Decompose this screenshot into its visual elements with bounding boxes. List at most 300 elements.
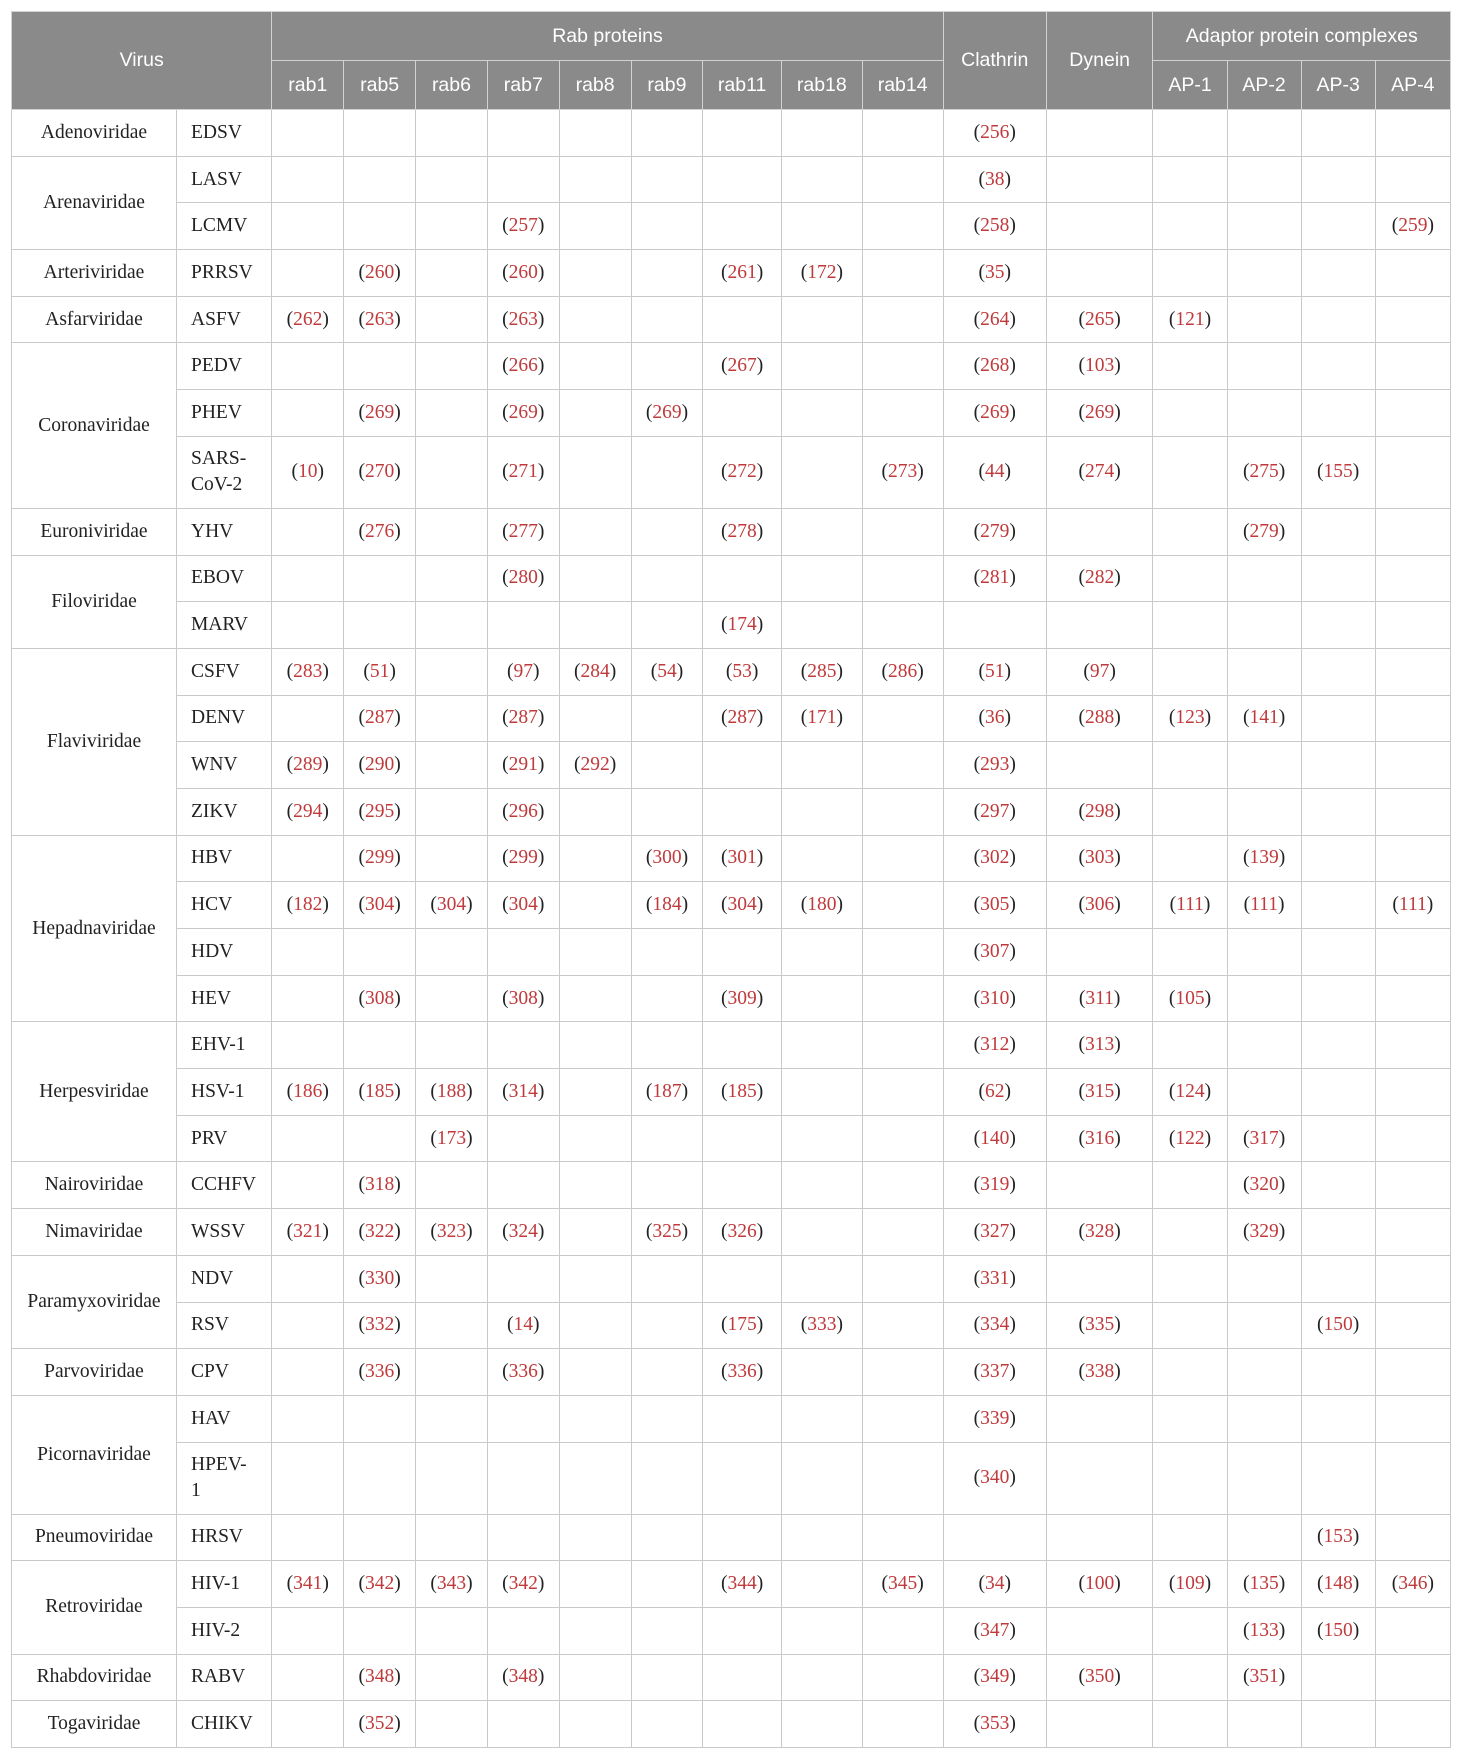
reference-number[interactable]: 38 bbox=[984, 168, 1005, 190]
reference-number[interactable]: 256 bbox=[980, 121, 1010, 143]
reference-number[interactable]: 182 bbox=[293, 894, 323, 916]
reference-number[interactable]: 36 bbox=[984, 707, 1005, 729]
reference-number[interactable]: 263 bbox=[508, 308, 538, 330]
reference-number[interactable]: 294 bbox=[293, 800, 323, 822]
reference-cell bbox=[631, 343, 703, 390]
reference-cell bbox=[1227, 1115, 1301, 1162]
reference-number[interactable]: 342 bbox=[365, 1573, 395, 1595]
reference-number[interactable]: 141 bbox=[1249, 707, 1279, 729]
reference-number[interactable]: 313 bbox=[1085, 1034, 1115, 1056]
reference-number[interactable]: 260 bbox=[508, 261, 538, 283]
open-paren: ( bbox=[358, 847, 365, 869]
reference-number[interactable]: 269 bbox=[652, 401, 682, 423]
reference-number[interactable]: 284 bbox=[580, 660, 610, 682]
reference-number[interactable]: 287 bbox=[365, 707, 395, 729]
reference-number[interactable]: 348 bbox=[508, 1666, 538, 1688]
reference-cell bbox=[781, 1349, 862, 1396]
virus-cell: HRSV bbox=[176, 1514, 271, 1561]
reference-cell bbox=[631, 1607, 703, 1654]
family-cell: Adenoviridae bbox=[12, 110, 177, 157]
reference-number[interactable]: 347 bbox=[980, 1619, 1010, 1641]
reference-number[interactable]: 336 bbox=[508, 1361, 538, 1383]
reference-number[interactable]: 353 bbox=[980, 1713, 1010, 1735]
close-paren: ) bbox=[1114, 308, 1121, 330]
table-row bbox=[12, 110, 1451, 157]
open-paren: ( bbox=[1242, 847, 1250, 869]
reference-number[interactable]: 328 bbox=[1085, 1220, 1115, 1242]
reference-cell bbox=[781, 296, 862, 343]
reference-number[interactable]: 268 bbox=[980, 355, 1010, 377]
reference-number[interactable]: 62 bbox=[984, 1080, 1005, 1102]
reference-number[interactable]: 281 bbox=[980, 567, 1010, 589]
reference-number[interactable]: 287 bbox=[727, 707, 757, 729]
reference-number[interactable]: 336 bbox=[365, 1361, 395, 1383]
reference-cell bbox=[943, 1022, 1046, 1069]
reference-cell bbox=[416, 390, 488, 437]
reference-number[interactable]: 309 bbox=[727, 987, 757, 1009]
reference-number[interactable]: 280 bbox=[508, 567, 538, 589]
reference-cell bbox=[631, 1349, 703, 1396]
close-paren: ) bbox=[1009, 1407, 1016, 1429]
reference-number[interactable]: 308 bbox=[365, 987, 395, 1009]
reference-number[interactable]: 337 bbox=[980, 1361, 1010, 1383]
reference-number[interactable]: 273 bbox=[888, 461, 918, 483]
reference-number[interactable]: 34 bbox=[984, 1573, 1005, 1595]
close-paren: ) bbox=[466, 1080, 473, 1102]
reference-cell bbox=[487, 602, 559, 649]
reference-number[interactable]: 139 bbox=[1249, 847, 1279, 869]
reference-number[interactable]: 292 bbox=[580, 754, 610, 776]
reference-number[interactable]: 332 bbox=[365, 1314, 395, 1336]
reference-number[interactable]: 109 bbox=[1175, 1573, 1205, 1595]
close-paren: ) bbox=[1352, 1573, 1360, 1595]
reference-number[interactable]: 259 bbox=[1398, 215, 1428, 237]
reference-cell bbox=[1153, 250, 1227, 297]
reference-number[interactable]: 318 bbox=[365, 1174, 395, 1196]
reference-number[interactable]: 301 bbox=[727, 847, 757, 869]
reference-number[interactable]: 267 bbox=[727, 355, 757, 377]
table-row bbox=[12, 436, 1451, 508]
reference-number[interactable]: 331 bbox=[980, 1267, 1010, 1289]
reference-number[interactable]: 299 bbox=[508, 847, 538, 869]
reference-cell bbox=[1301, 555, 1375, 602]
open-paren: ( bbox=[286, 894, 294, 916]
reference-cell bbox=[1375, 882, 1450, 929]
reference-number[interactable]: 105 bbox=[1175, 987, 1205, 1009]
virus-cell: RABV bbox=[176, 1654, 271, 1701]
reference-number[interactable]: 184 bbox=[652, 894, 682, 916]
reference-cell bbox=[1375, 203, 1450, 250]
reference-number[interactable]: 333 bbox=[807, 1314, 837, 1336]
close-paren: ) bbox=[917, 1573, 924, 1595]
close-paren: ) bbox=[1009, 754, 1016, 776]
open-paren: ( bbox=[1317, 1573, 1324, 1595]
reference-number[interactable]: 111 bbox=[1398, 894, 1427, 916]
close-paren: ) bbox=[681, 847, 689, 869]
reference-cell bbox=[1227, 1442, 1301, 1514]
reference-number[interactable]: 346 bbox=[1398, 1573, 1428, 1595]
reference-cell bbox=[1301, 835, 1375, 882]
reference-number[interactable]: 262 bbox=[293, 308, 323, 330]
open-paren: ( bbox=[430, 1127, 437, 1149]
reference-cell bbox=[416, 250, 488, 297]
reference-cell bbox=[1153, 343, 1227, 390]
close-paren: ) bbox=[1114, 1220, 1121, 1242]
close-paren: ) bbox=[1009, 1619, 1016, 1641]
reference-cell bbox=[1375, 1069, 1450, 1116]
reference-number[interactable]: 10 bbox=[298, 461, 318, 483]
reference-number[interactable]: 311 bbox=[1085, 987, 1114, 1009]
reference-cell bbox=[1046, 555, 1153, 602]
reference-number[interactable]: 111 bbox=[1250, 894, 1278, 916]
reference-number[interactable]: 282 bbox=[1085, 567, 1115, 589]
reference-cell bbox=[1301, 1607, 1375, 1654]
reference-number[interactable]: 295 bbox=[365, 800, 395, 822]
reference-cell bbox=[272, 1442, 344, 1514]
reference-number[interactable]: 172 bbox=[807, 261, 837, 283]
close-paren: ) bbox=[1009, 401, 1016, 423]
reference-number[interactable]: 54 bbox=[657, 660, 677, 682]
open-paren: ( bbox=[502, 1361, 509, 1383]
open-paren: ( bbox=[502, 308, 509, 330]
reference-cell bbox=[781, 1255, 862, 1302]
reference-cell bbox=[1046, 1561, 1153, 1608]
reference-cell bbox=[487, 156, 559, 203]
reference-number[interactable]: 265 bbox=[1085, 308, 1115, 330]
reference-number[interactable]: 312 bbox=[980, 1034, 1010, 1056]
open-paren: ( bbox=[502, 520, 509, 542]
reference-cell bbox=[1227, 1209, 1301, 1256]
reference-number[interactable]: 150 bbox=[1323, 1619, 1353, 1641]
open-paren: ( bbox=[502, 1666, 509, 1688]
reference-number[interactable]: 269 bbox=[365, 401, 395, 423]
reference-number[interactable]: 306 bbox=[1085, 894, 1115, 916]
reference-cell bbox=[344, 508, 416, 555]
reference-number[interactable]: 297 bbox=[980, 800, 1010, 822]
open-paren: ( bbox=[973, 1407, 981, 1429]
reference-number[interactable]: 150 bbox=[1323, 1314, 1353, 1336]
reference-number[interactable]: 304 bbox=[727, 894, 757, 916]
reference-number[interactable]: 287 bbox=[508, 707, 538, 729]
reference-number[interactable]: 277 bbox=[508, 520, 538, 542]
reference-cell bbox=[1153, 296, 1227, 343]
reference-number[interactable]: 293 bbox=[980, 754, 1010, 776]
close-paren: ) bbox=[1009, 520, 1016, 542]
reference-number[interactable]: 44 bbox=[984, 461, 1005, 483]
reference-number[interactable]: 289 bbox=[293, 754, 323, 776]
reference-cell bbox=[1227, 555, 1301, 602]
reference-cell bbox=[631, 296, 703, 343]
table-row bbox=[12, 1349, 1451, 1396]
reference-cell bbox=[272, 1115, 344, 1162]
reference-number[interactable]: 288 bbox=[1085, 707, 1115, 729]
reference-number[interactable]: 348 bbox=[365, 1666, 395, 1688]
reference-number[interactable]: 286 bbox=[888, 660, 918, 682]
reference-number[interactable]: 174 bbox=[727, 614, 757, 636]
reference-number[interactable]: 329 bbox=[1249, 1220, 1279, 1242]
reference-number[interactable]: 334 bbox=[980, 1314, 1010, 1336]
close-paren: ) bbox=[1278, 1127, 1286, 1149]
reference-number[interactable]: 300 bbox=[652, 847, 682, 869]
reference-cell bbox=[631, 1069, 703, 1116]
reference-cell bbox=[703, 1115, 782, 1162]
reference-number[interactable]: 336 bbox=[727, 1361, 757, 1383]
reference-number[interactable]: 188 bbox=[436, 1080, 467, 1102]
close-paren: ) bbox=[756, 987, 764, 1009]
open-paren: ( bbox=[881, 461, 889, 483]
reference-cell bbox=[416, 695, 488, 742]
reference-number[interactable]: 276 bbox=[365, 520, 395, 542]
reference-number[interactable]: 304 bbox=[365, 894, 395, 916]
reference-number[interactable]: 148 bbox=[1323, 1573, 1353, 1595]
reference-number[interactable]: 155 bbox=[1323, 461, 1353, 483]
reference-number[interactable]: 349 bbox=[980, 1666, 1010, 1688]
reference-cell bbox=[862, 1022, 943, 1069]
open-paren: ( bbox=[358, 461, 365, 483]
reference-number[interactable]: 350 bbox=[1085, 1666, 1115, 1688]
reference-number[interactable]: 175 bbox=[727, 1314, 757, 1336]
reference-number[interactable]: 342 bbox=[508, 1573, 538, 1595]
close-paren: ) bbox=[1277, 894, 1285, 916]
reference-number[interactable]: 53 bbox=[732, 660, 752, 682]
reference-number[interactable]: 279 bbox=[1249, 520, 1279, 542]
reference-number[interactable]: 307 bbox=[980, 940, 1010, 962]
reference-number[interactable]: 310 bbox=[980, 987, 1010, 1009]
reference-number[interactable]: 323 bbox=[436, 1220, 467, 1242]
close-paren: ) bbox=[681, 1080, 689, 1102]
close-paren: ) bbox=[681, 1220, 689, 1242]
open-paren: ( bbox=[430, 1080, 437, 1102]
reference-cell bbox=[487, 1561, 559, 1608]
reference-number[interactable]: 340 bbox=[980, 1467, 1010, 1489]
reference-number[interactable]: 171 bbox=[807, 707, 837, 729]
reference-number[interactable]: 304 bbox=[436, 894, 467, 916]
open-paren: ( bbox=[973, 1267, 981, 1289]
reference-cell bbox=[781, 1209, 862, 1256]
close-paren: ) bbox=[1352, 1314, 1360, 1336]
reference-cell bbox=[1375, 742, 1450, 789]
close-paren: ) bbox=[1009, 1220, 1016, 1242]
reference-cell bbox=[344, 1561, 416, 1608]
reference-number[interactable]: 351 bbox=[1249, 1666, 1279, 1688]
table-row bbox=[12, 648, 1451, 695]
open-paren: ( bbox=[973, 1220, 981, 1242]
reference-cell bbox=[703, 436, 782, 508]
close-paren: ) bbox=[1009, 987, 1016, 1009]
reference-number[interactable]: 258 bbox=[980, 215, 1010, 237]
close-paren: ) bbox=[756, 520, 764, 542]
reference-number[interactable]: 111 bbox=[1176, 894, 1204, 916]
reference-cell bbox=[344, 203, 416, 250]
reference-number[interactable]: 261 bbox=[727, 261, 757, 283]
reference-number[interactable]: 275 bbox=[1249, 461, 1279, 483]
reference-number[interactable]: 122 bbox=[1175, 1127, 1205, 1149]
open-paren: ( bbox=[973, 1174, 981, 1196]
reference-number[interactable]: 121 bbox=[1175, 308, 1205, 330]
reference-cell bbox=[344, 1022, 416, 1069]
reference-number[interactable]: 308 bbox=[508, 987, 538, 1009]
reference-cell bbox=[703, 296, 782, 343]
close-paren: ) bbox=[1009, 121, 1016, 143]
reference-cell bbox=[781, 975, 862, 1022]
reference-cell bbox=[1153, 882, 1227, 929]
open-paren: ( bbox=[978, 461, 985, 483]
reference-number[interactable]: 321 bbox=[293, 1220, 323, 1242]
reference-number[interactable]: 317 bbox=[1249, 1127, 1279, 1149]
reference-number[interactable]: 153 bbox=[1323, 1526, 1353, 1548]
reference-number[interactable]: 123 bbox=[1175, 707, 1205, 729]
reference-cell bbox=[781, 203, 862, 250]
open-paren: ( bbox=[1083, 660, 1090, 682]
reference-number[interactable]: 302 bbox=[980, 847, 1010, 869]
open-paren: ( bbox=[973, 894, 981, 916]
open-paren: ( bbox=[430, 1573, 437, 1595]
reference-number[interactable]: 320 bbox=[1249, 1174, 1279, 1196]
reference-cell bbox=[1153, 1654, 1227, 1701]
reference-number[interactable]: 269 bbox=[508, 401, 538, 423]
close-paren: ) bbox=[1004, 1573, 1011, 1595]
reference-number[interactable]: 326 bbox=[727, 1220, 757, 1242]
reference-number[interactable]: 291 bbox=[508, 754, 538, 776]
reference-cell bbox=[1153, 1115, 1227, 1162]
reference-number[interactable]: 263 bbox=[365, 308, 395, 330]
open-paren: ( bbox=[1242, 1666, 1250, 1688]
reference-number[interactable]: 264 bbox=[980, 308, 1010, 330]
open-paren: ( bbox=[721, 847, 728, 869]
reference-number[interactable]: 269 bbox=[1085, 401, 1115, 423]
reference-number[interactable]: 100 bbox=[1085, 1573, 1115, 1595]
reference-number[interactable]: 344 bbox=[727, 1573, 757, 1595]
reference-number[interactable]: 325 bbox=[652, 1220, 682, 1242]
reference-number[interactable]: 283 bbox=[293, 660, 323, 682]
reference-number[interactable]: 299 bbox=[365, 847, 395, 869]
reference-number[interactable]: 290 bbox=[365, 754, 395, 776]
reference-cell bbox=[416, 1255, 488, 1302]
reference-number[interactable]: 279 bbox=[980, 520, 1010, 542]
open-paren: ( bbox=[507, 1314, 514, 1336]
reference-number[interactable]: 97 bbox=[513, 660, 534, 682]
reference-number[interactable]: 270 bbox=[365, 461, 395, 483]
reference-number[interactable]: 271 bbox=[508, 461, 538, 483]
close-paren: ) bbox=[756, 1573, 764, 1595]
reference-cell bbox=[1375, 1395, 1450, 1442]
reference-number[interactable]: 185 bbox=[727, 1080, 757, 1102]
reference-number[interactable]: 97 bbox=[1089, 660, 1110, 682]
reference-number[interactable]: 335 bbox=[1085, 1314, 1115, 1336]
reference-number[interactable]: 186 bbox=[293, 1080, 323, 1102]
reference-number[interactable]: 274 bbox=[1085, 461, 1115, 483]
reference-number[interactable]: 338 bbox=[1085, 1361, 1115, 1383]
reference-number[interactable]: 327 bbox=[980, 1220, 1010, 1242]
reference-number[interactable]: 303 bbox=[1085, 847, 1115, 869]
reference-number[interactable]: 330 bbox=[365, 1267, 395, 1289]
reference-number[interactable]: 269 bbox=[980, 401, 1010, 423]
reference-number[interactable]: 305 bbox=[980, 894, 1010, 916]
reference-number[interactable]: 257 bbox=[508, 215, 538, 237]
open-paren: ( bbox=[978, 660, 985, 682]
reference-cell bbox=[344, 1514, 416, 1561]
reference-number[interactable]: 266 bbox=[508, 355, 538, 377]
reference-cell bbox=[862, 742, 943, 789]
reference-number[interactable]: 133 bbox=[1249, 1619, 1279, 1641]
close-paren: ) bbox=[1278, 520, 1286, 542]
family-cell: Nairoviridae bbox=[12, 1162, 177, 1209]
open-paren: ( bbox=[721, 707, 728, 729]
reference-cell bbox=[272, 975, 344, 1022]
reference-cell bbox=[1301, 1115, 1375, 1162]
close-paren: ) bbox=[1009, 1174, 1016, 1196]
close-paren: ) bbox=[1009, 1314, 1016, 1336]
reference-number[interactable]: 315 bbox=[1085, 1080, 1115, 1102]
reference-number[interactable]: 345 bbox=[888, 1573, 918, 1595]
reference-cell bbox=[1153, 555, 1227, 602]
reference-cell bbox=[272, 1302, 344, 1349]
close-paren: ) bbox=[836, 660, 843, 682]
reference-number[interactable]: 35 bbox=[984, 261, 1005, 283]
close-paren: ) bbox=[1114, 894, 1121, 916]
reference-number[interactable]: 339 bbox=[980, 1407, 1010, 1429]
reference-number[interactable]: 173 bbox=[436, 1127, 467, 1149]
reference-cell bbox=[1046, 110, 1153, 157]
reference-cell bbox=[781, 742, 862, 789]
reference-number[interactable]: 322 bbox=[365, 1220, 395, 1242]
reference-number[interactable]: 260 bbox=[365, 261, 395, 283]
reference-cell bbox=[272, 1162, 344, 1209]
reference-cell bbox=[703, 1022, 782, 1069]
open-paren: ( bbox=[286, 754, 294, 776]
reference-number[interactable]: 296 bbox=[508, 800, 538, 822]
reference-number[interactable]: 343 bbox=[436, 1573, 467, 1595]
reference-number[interactable]: 352 bbox=[365, 1713, 395, 1735]
reference-number[interactable]: 180 bbox=[807, 894, 837, 916]
reference-number[interactable]: 316 bbox=[1085, 1127, 1115, 1149]
close-paren: ) bbox=[1278, 1220, 1286, 1242]
reference-number[interactable]: 51 bbox=[369, 660, 390, 682]
reference-number[interactable]: 272 bbox=[727, 461, 757, 483]
reference-number[interactable]: 135 bbox=[1249, 1573, 1279, 1595]
reference-number[interactable]: 103 bbox=[1085, 355, 1115, 377]
reference-cell bbox=[1227, 390, 1301, 437]
reference-number[interactable]: 285 bbox=[807, 660, 837, 682]
reference-number[interactable]: 298 bbox=[1085, 800, 1115, 822]
reference-number[interactable]: 51 bbox=[984, 660, 1005, 682]
reference-cell bbox=[1046, 1302, 1153, 1349]
reference-cell bbox=[781, 1701, 862, 1748]
reference-number[interactable]: 319 bbox=[980, 1174, 1010, 1196]
reference-number[interactable]: 314 bbox=[508, 1080, 538, 1102]
reference-cell bbox=[1046, 156, 1153, 203]
table-body bbox=[12, 110, 1451, 1748]
reference-cell bbox=[416, 648, 488, 695]
reference-number[interactable]: 140 bbox=[980, 1127, 1010, 1149]
reference-number[interactable]: 124 bbox=[1175, 1080, 1205, 1102]
reference-cell bbox=[1375, 156, 1450, 203]
reference-number[interactable]: 185 bbox=[365, 1080, 395, 1102]
reference-number[interactable]: 14 bbox=[513, 1314, 534, 1336]
reference-number[interactable]: 304 bbox=[508, 894, 538, 916]
close-paren: ) bbox=[537, 800, 545, 822]
reference-number[interactable]: 278 bbox=[727, 520, 757, 542]
reference-cell bbox=[1301, 156, 1375, 203]
reference-number[interactable]: 324 bbox=[508, 1220, 538, 1242]
reference-cell bbox=[862, 1442, 943, 1514]
reference-cell bbox=[1375, 390, 1450, 437]
open-paren: ( bbox=[645, 894, 653, 916]
open-paren: ( bbox=[973, 1467, 981, 1489]
reference-number[interactable]: 341 bbox=[293, 1573, 323, 1595]
reference-cell bbox=[703, 250, 782, 297]
reference-number[interactable]: 187 bbox=[652, 1080, 682, 1102]
